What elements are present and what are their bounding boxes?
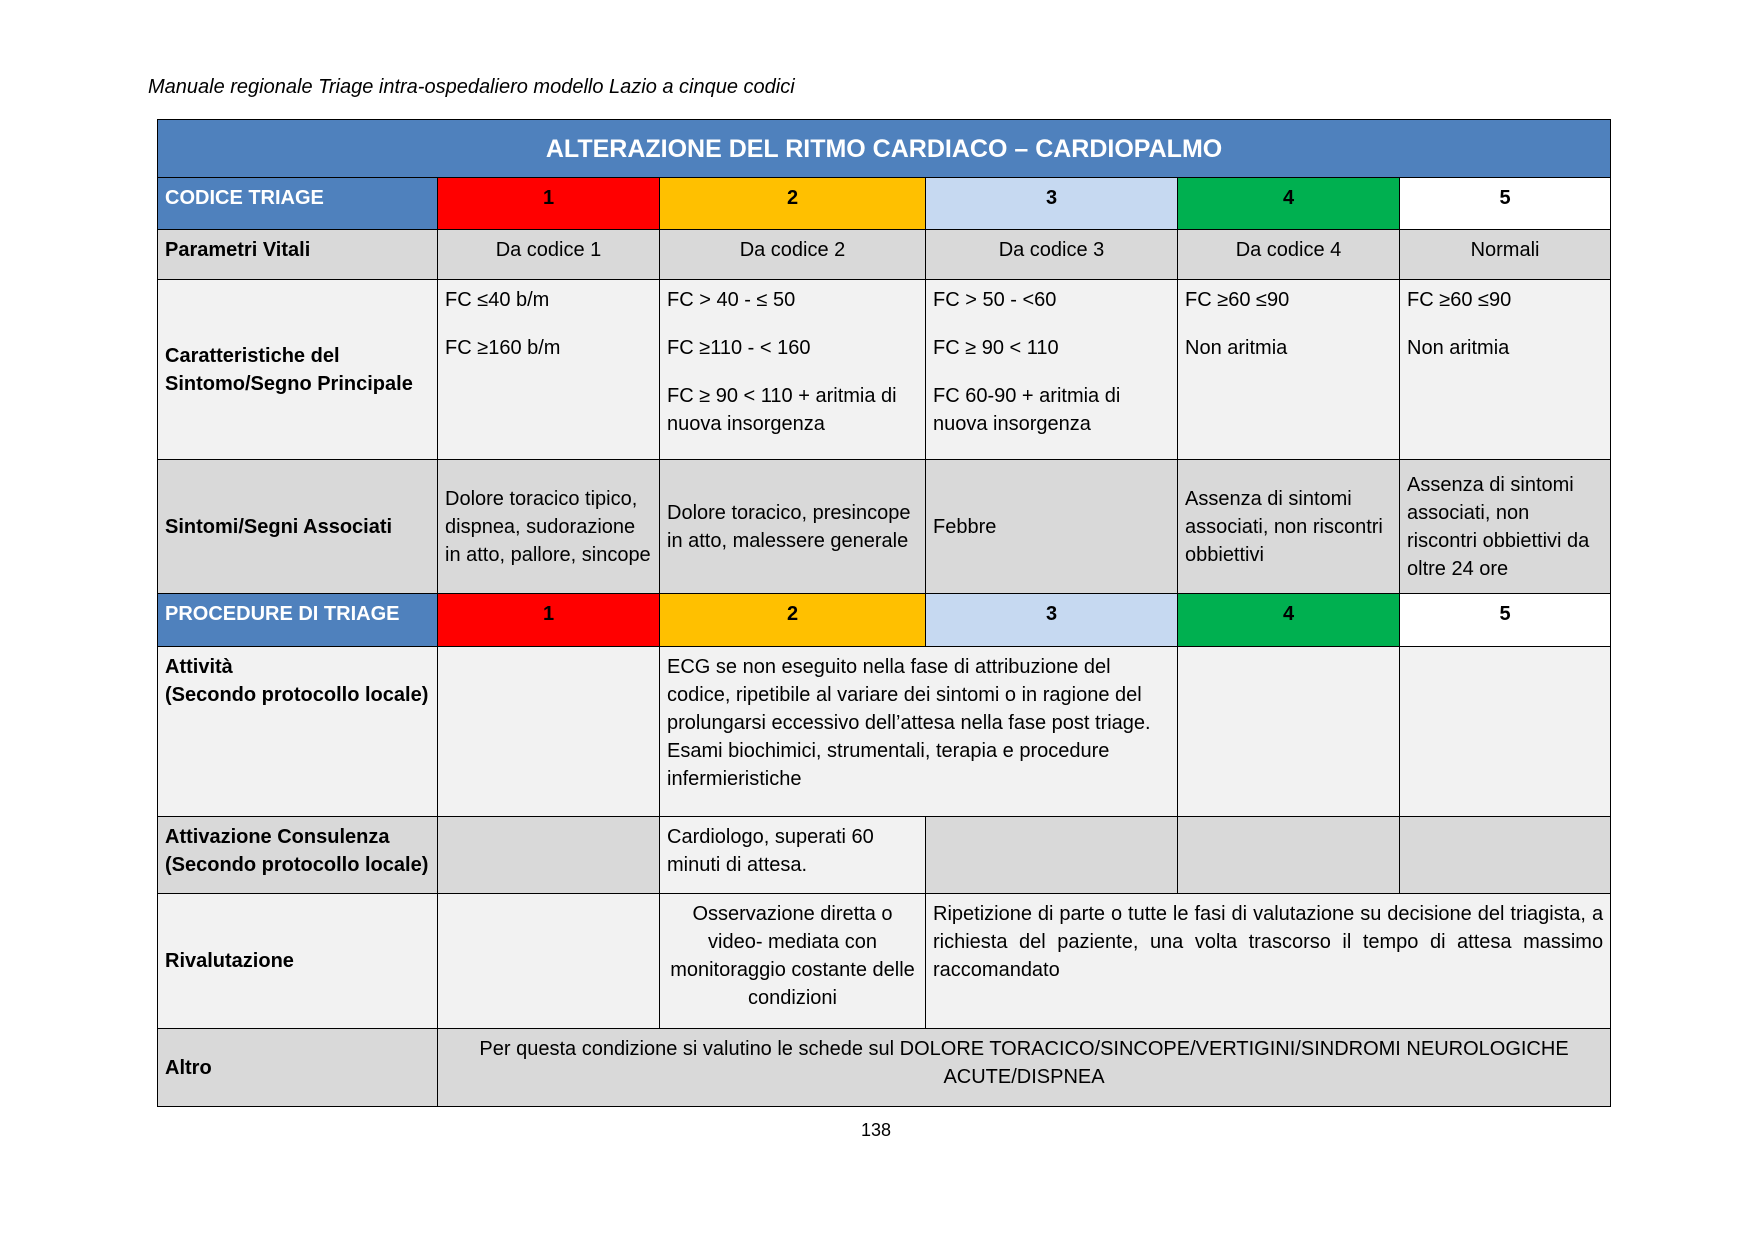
caratteristiche-cell-5 (1400, 280, 1611, 460)
caratteristiche-label-line1: Caratteristiche del (165, 344, 340, 367)
caratteristiche-cell-3 (926, 280, 1178, 460)
rivalutazione-cell-3-5: Ripetizione di parte o tutte le fasi di valutazione su decisione del triagista, a richiesta del paziente, una volta trascorso il tempo di attesa massimo raccomandato (926, 894, 1611, 1029)
codice-triage-row (158, 178, 1611, 230)
consulenza-cell-2: Cardiologo, superati 60 minuti di attesa. (660, 817, 926, 894)
rivalutazione-cell-2: Osservazione diretta o video- mediata con monitoraggio costante delle condizioni (660, 894, 926, 1029)
sintomi-value-5: Assenza di sintomi associati, non riscontri obbiettivi da oltre 24 ore (1400, 460, 1611, 594)
procedure-code-3: 3 (926, 594, 1178, 647)
caratteristiche-2-line-2: FC ≥110 - < 160 (667, 337, 811, 359)
caratteristiche-2-line-1: FC > 40 - ≤ 50 (667, 289, 796, 311)
caratteristiche-cell-2 (660, 280, 926, 460)
triage-table (157, 119, 1611, 1107)
consulenza-cell-3 (926, 817, 1178, 894)
attivita-row (158, 647, 1611, 817)
altro-text: Per questa condizione si valutino le schede sul DOLORE TORACICO/SINCOPE/VERTIGINI/SINDROMI NEUROLOGICHE ACUTE/DISPNEA (438, 1029, 1611, 1107)
sintomi-value-2: Dolore toracico, presincope in atto, malessere generale (660, 460, 926, 594)
procedure-code-1: 1 (438, 594, 660, 647)
caratteristiche-5-line-1: FC ≥60 ≤90 (1407, 289, 1512, 311)
sintomi-label: Sintomi/Segni Associati (158, 460, 438, 594)
sintomi-value-4: Assenza di sintomi associati, non riscontri obbiettivi (1178, 460, 1400, 594)
rivalutazione-cell-1 (438, 894, 660, 1029)
caratteristiche-label-line2: Sintomo/Segno Principale (165, 372, 413, 395)
title-row (158, 120, 1611, 178)
parametri-value-1: Da codice 1 (438, 230, 660, 280)
consulenza-label-line1: Attivazione Consulenza (165, 826, 390, 848)
attivita-cell-4 (1178, 647, 1400, 817)
code-3-header: 3 (926, 178, 1178, 230)
parametri-value-3: Da codice 3 (926, 230, 1178, 280)
procedure-code-5: 5 (1400, 594, 1611, 647)
attivita-text-2: Esami biochimici, strumentali, terapia e procedure infermieristiche (667, 740, 1110, 790)
code-5-header: 5 (1400, 178, 1611, 230)
sintomi-value-3: Febbre (926, 460, 1178, 594)
attivita-label (158, 647, 438, 817)
attivita-cell-5 (1400, 647, 1611, 817)
codice-triage-label: CODICE TRIAGE (158, 178, 438, 230)
attivita-cell-1 (438, 647, 660, 817)
attivita-label-line1: Attività (165, 656, 233, 678)
consulenza-cell-1 (438, 817, 660, 894)
parametri-value-2: Da codice 2 (660, 230, 926, 280)
procedure-code-4: 4 (1178, 594, 1400, 647)
altro-row (158, 1029, 1611, 1107)
rivalutazione-row (158, 894, 1611, 1029)
caratteristiche-2-line-3: FC ≥ 90 < 110 + aritmia di nuova insorgenza (667, 385, 897, 435)
consulenza-cell-4 (1178, 817, 1400, 894)
code-2-header: 2 (660, 178, 926, 230)
caratteristiche-cell-4 (1178, 280, 1400, 460)
sintomi-value-1: Dolore toracico tipico, dispnea, sudorazione in atto, pallore, sincope (438, 460, 660, 594)
parametri-value-4: Da codice 4 (1178, 230, 1400, 280)
caratteristiche-3-line-1: FC > 50 - <60 (933, 289, 1057, 311)
caratteristiche-cell-1 (438, 280, 660, 460)
sintomi-row (158, 460, 1611, 594)
caratteristiche-1-line-2: FC ≥160 b/m (445, 337, 561, 359)
code-1-header: 1 (438, 178, 660, 230)
caratteristiche-label (158, 280, 438, 460)
caratteristiche-3-line-3: FC 60-90 + aritmia di nuova insorgenza (933, 385, 1121, 435)
parametri-vitali-row (158, 230, 1611, 280)
parametri-value-5: Normali (1400, 230, 1611, 280)
table-title: ALTERAZIONE DEL RITMO CARDIACO – CARDIOPALMO (158, 120, 1611, 178)
caratteristiche-1-line-1: FC ≤40 b/m (445, 289, 550, 311)
attivita-text-1: ECG se non eseguito nella fase di attribuzione del codice, ripetibile al variare dei sintomi o in ragione del prolungarsi eccessivo dell’attesa nella fase post triage. (667, 656, 1151, 734)
consulenza-label (158, 817, 438, 894)
document-header: Manuale regionale Triage intra-ospedaliero modello Lazio a cinque codici (148, 76, 795, 98)
caratteristiche-3-line-2: FC ≥ 90 < 110 (933, 337, 1059, 359)
altro-label: Altro (158, 1029, 438, 1107)
parametri-vitali-label: Parametri Vitali (158, 230, 438, 280)
consulenza-row (158, 817, 1611, 894)
caratteristiche-row (158, 280, 1611, 460)
procedure-triage-label: PROCEDURE DI TRIAGE (158, 594, 438, 647)
rivalutazione-label: Rivalutazione (158, 894, 438, 1029)
code-4-header: 4 (1178, 178, 1400, 230)
caratteristiche-4-line-2: Non aritmia (1185, 337, 1288, 359)
consulenza-cell-5 (1400, 817, 1611, 894)
procedure-code-2: 2 (660, 594, 926, 647)
procedure-triage-row (158, 594, 1611, 647)
caratteristiche-4-line-1: FC ≥60 ≤90 (1185, 289, 1290, 311)
attivita-cell-2-3 (660, 647, 1178, 817)
consulenza-label-line2: (Secondo protocollo locale) (165, 854, 429, 876)
page-number: 138 (860, 1120, 892, 1140)
caratteristiche-5-line-2: Non aritmia (1407, 337, 1510, 359)
attivita-label-line2: (Secondo protocollo locale) (165, 684, 429, 706)
